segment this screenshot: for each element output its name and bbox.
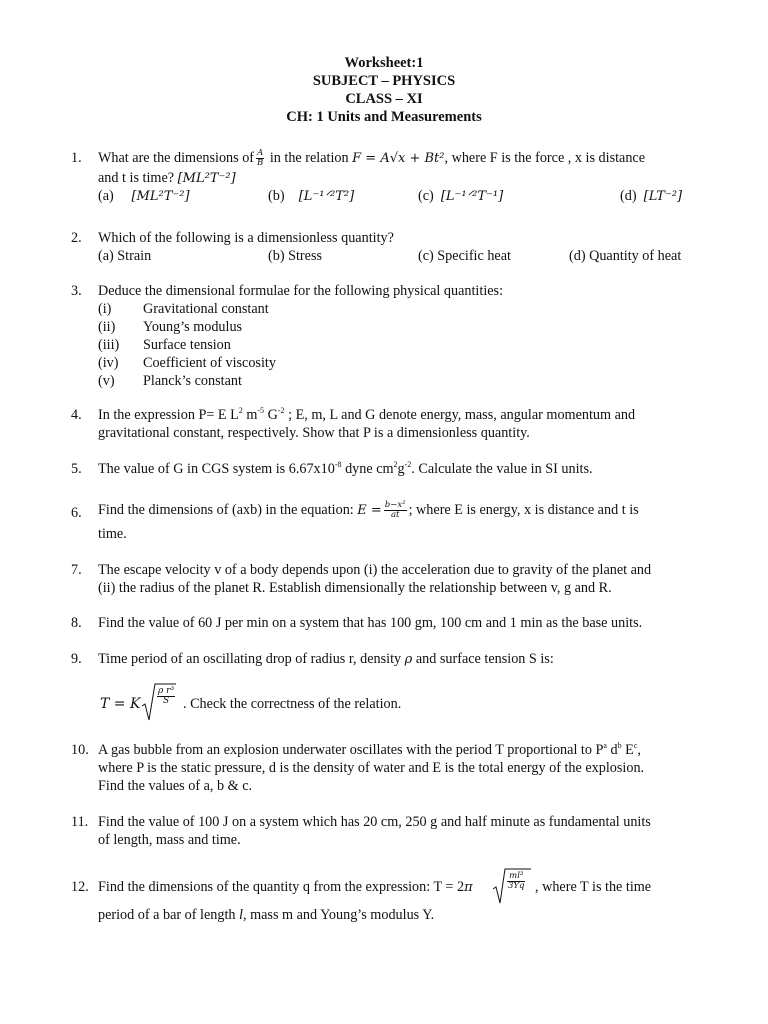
question-number: 7. <box>71 562 82 578</box>
list-item: (i) Gravitational constant <box>98 301 269 317</box>
question-text: Time period of an oscillating drop of radius r, density <box>98 651 402 667</box>
question-text: of length, mass and time. <box>98 832 241 848</box>
fraction-a-over-b: $\frac{A}{B}$ <box>257 148 264 169</box>
hint-dimension: [ML²T⁻²] <box>177 171 236 186</box>
option-d: (d) [LT⁻²] <box>620 188 683 204</box>
question-text: Find the dimensions of the quantity q from the expression: T = 2π <box>98 879 473 895</box>
list-item: (ii) Young’s modulus <box>98 319 243 335</box>
question-text: . Check the correctness of the relation. <box>183 696 402 712</box>
question-text: Find the value of 60 J per min on a system that has 100 gm, 100 cm and 1 min as the base units. <box>98 615 643 631</box>
relation-equation: F = A√x + Bt² <box>352 151 445 166</box>
class-line: CLASS – XI <box>345 91 423 107</box>
option-d: (d) Quantity of heat <box>569 248 682 264</box>
question-number: 11. <box>71 814 89 830</box>
option-b: (b) [L⁻¹ᐟ²T²] <box>268 188 355 204</box>
question-text: Find the dimensions of (axb) in the equation: <box>98 502 354 518</box>
question-text: In the expression P= E $L^2$ $m^{-5}$ $G^{-2}$ ; E, m, L and G denote energy, mass, angular momentum and <box>98 406 636 423</box>
option-a: (a) Strain <box>98 248 152 264</box>
list-item: (iv) Coefficient of viscosity <box>98 355 276 371</box>
question-text: ; where E is energy, x is distance and t is <box>408 502 639 518</box>
question-text: Deduce the dimensional formulae for the following physical quantities: <box>98 283 504 299</box>
fraction-period: $\frac{\text{ρ r³}}{S}$ <box>158 686 175 706</box>
question-number: 3. <box>71 283 82 299</box>
question-text: period of a bar of length l, mass m and Young’s modulus Y. <box>98 907 435 923</box>
fraction-energy: $\frac{\text{b−x²}}{at}$ <box>384 500 406 521</box>
rho-symbol: ρ <box>404 652 413 667</box>
question-number: 2. <box>71 230 82 246</box>
question-text: , where F is the force , x is distance <box>444 150 646 166</box>
chapter-line: CH: 1 Units and Measurements <box>286 109 482 125</box>
subject-line: SUBJECT – PHYSICS <box>312 73 456 89</box>
question-number: 9. <box>71 651 82 667</box>
equation-lhs: E = <box>357 503 382 518</box>
question-number: 8. <box>71 615 82 631</box>
option-b: (b) Stress <box>268 248 322 264</box>
question-text: and t is time? <box>98 170 175 186</box>
list-item: (v) Planck’s constant <box>98 373 242 389</box>
question-text: The value of G in CGS system is $6.67x10^{-8}$ dyne $cm^2g^{-2}$. Calculate the value in SI units. <box>98 460 593 477</box>
question-text: Find the value of 100 J on a system which has 20 cm, 250 g and half minute as fundamental units <box>98 814 651 830</box>
question-number: 4. <box>71 407 82 423</box>
question-text: in the relation <box>269 150 349 166</box>
question-number: 6. <box>71 505 82 521</box>
question-text: The escape velocity v of a body depends upon (i) the acceleration due to gravity of the planet and <box>98 562 652 578</box>
fraction-q: $\frac{\text{ml³}}{3Yq}$ <box>508 871 525 891</box>
question-text: time. <box>98 526 127 542</box>
option-c: (c) Specific heat <box>418 248 511 264</box>
list-item: (iii) Surface tension <box>98 337 231 353</box>
question-text: Which of the following is a dimensionless quantity? <box>98 230 394 246</box>
question-text: Find the values of a, b & c. <box>98 778 253 794</box>
option-a: (a) [ML²T⁻²] <box>98 188 190 204</box>
question-number: 10. <box>71 742 89 758</box>
equation-lhs: T = K <box>100 696 141 712</box>
question-number: 5. <box>71 461 82 477</box>
question-text: A gas bubble from an explosion underwater oscillates with the period T proportional to $P^a$ $d^b$ $E^c$, <box>98 741 641 758</box>
question-text: and surface tension S is: <box>415 651 554 667</box>
worksheet-header <box>0 54 768 126</box>
question-text: What are the dimensions of <box>98 150 255 166</box>
question-number: 1. <box>71 150 82 166</box>
worksheet-title: Worksheet:1 <box>344 55 424 71</box>
option-c: (c) [L⁻¹ᐟ²T⁻¹] <box>418 188 504 204</box>
question-text: (ii) the radius of the planet R. Establish dimensionally the relationship between v, g and R. <box>98 580 612 596</box>
question-text: , where T is the time <box>535 879 652 895</box>
question-text: where P is the static pressure, d is the density of water and E is the total energy of the explosion. <box>98 760 645 776</box>
question-text: gravitational constant, respectively. Show that P is a dimensionless quantity. <box>98 425 530 441</box>
question-number: 12. <box>71 879 89 895</box>
